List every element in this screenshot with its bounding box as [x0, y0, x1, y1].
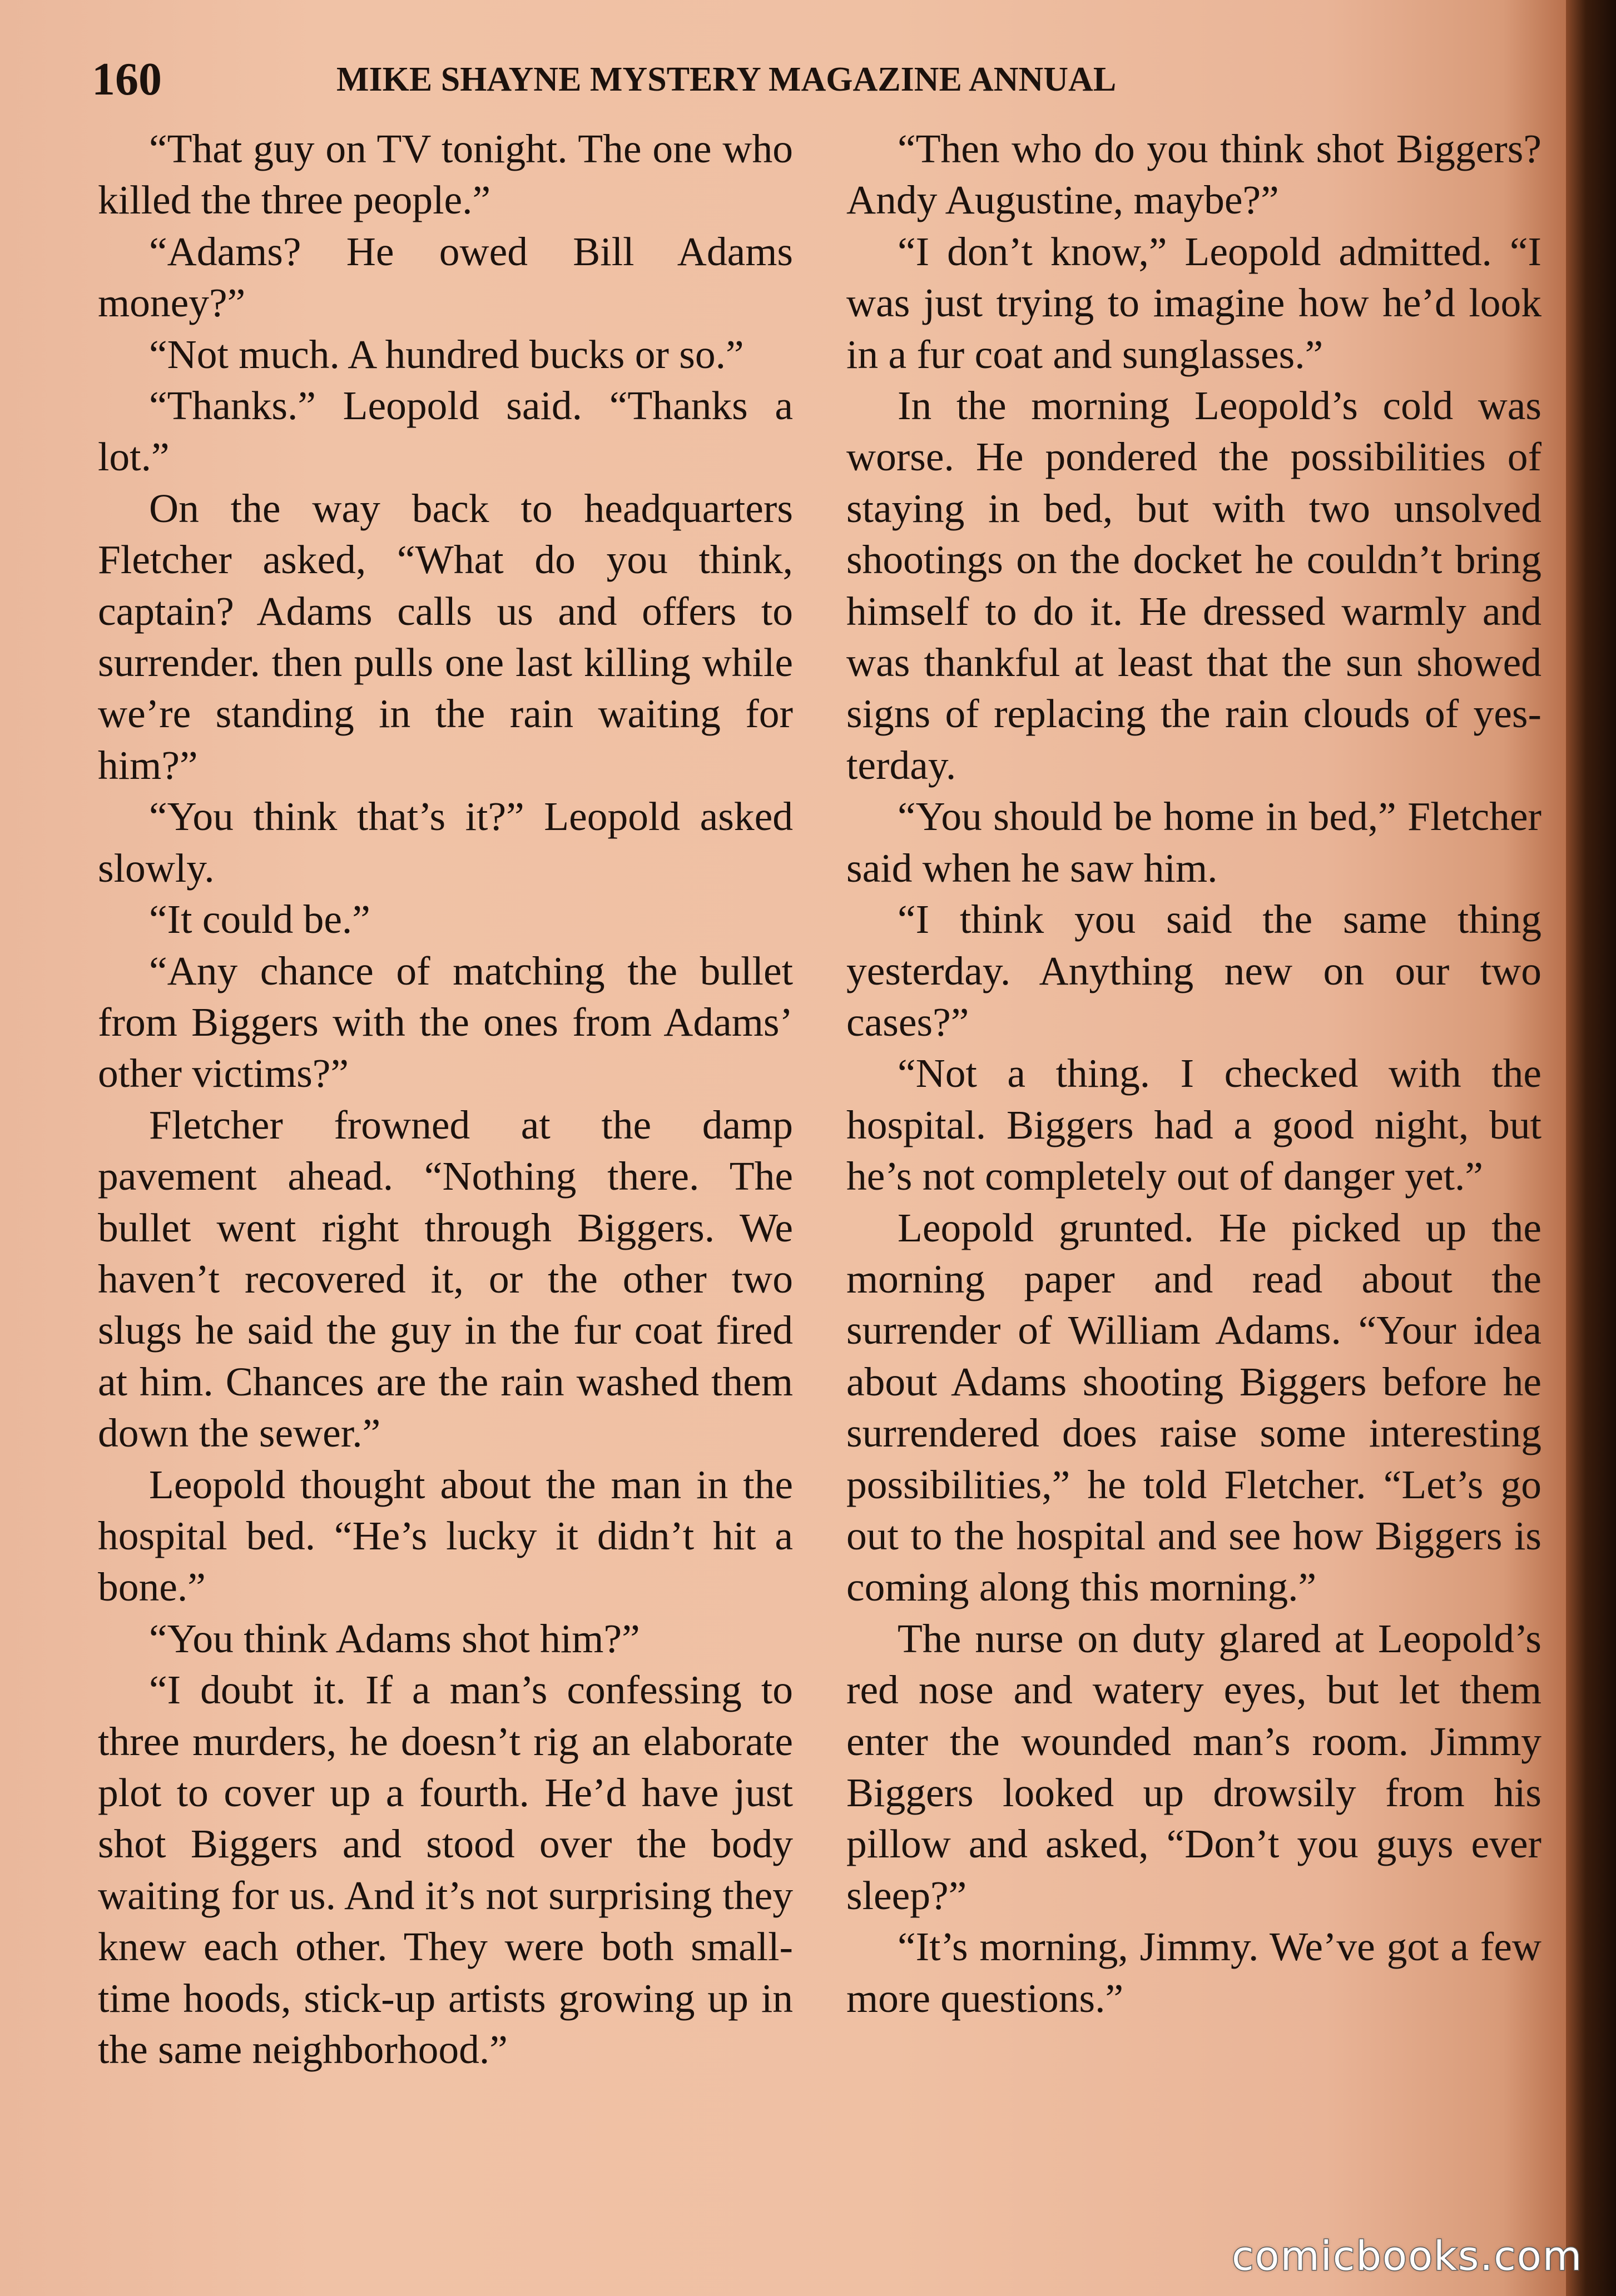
paragraph: “I don’t know,” Leopold admitted. “I was just trying to imagine how he’d look in a fur coat and sunglasses.”: [846, 228, 1541, 377]
paragraph: “Not a thing. I checked with the hospital. Biggers had a good night, but he’s not completely out of danger yet.”: [846, 1051, 1541, 1199]
paragraph: “Adams? He owed Bill Adams money?”: [98, 228, 793, 326]
paragraph: “You should be home in bed,” Fletcher said when he saw him.: [846, 794, 1541, 891]
paragraph: “That guy on TV tonight. The one who killed the three people.”: [98, 126, 793, 223]
page-edge-shadow: [1566, 0, 1616, 2296]
watermark: comicbooks.com: [1231, 2233, 1583, 2279]
paragraph: In the morning Leopold’s cold was worse. He pondered the possibilities of staying in bed, but with two unsolved shootings on the docket he couldn’t bring himself to do it. He dressed warmly and was thankful at least that the sun showed signs of replacing the rain clouds of yesterday.: [846, 383, 1541, 788]
paragraph: “I doubt it. If a man’s confessing to three murders, he doesn’t rig an elaborate plot to cover up a fourth. He’d have just shot Biggers and stood over the body waiting for us. And it’s not surprising they knew each other. They were both smalltime hoods, stick-up artists growing up in the same neighborhood.”: [98, 1667, 793, 2073]
paragraph: Leopold grunted. He picked up the morning paper and read about the surrender of William Adams. “Your idea about Adams shooting Biggers before he surrendered does raise some interesting possibilities,” he told Fletcher. “Let’s go out to the hospital and see how Biggers is coming along this morning.”: [846, 1205, 1541, 1610]
paragraph: “It could be.”: [149, 897, 370, 942]
paragraph: “You think Adams shot him?”: [149, 1616, 640, 1661]
paragraph: “Thanks.” Leopold said. “Thanks a lot.”: [98, 383, 793, 480]
paragraph: “Then who do you think shot Biggers? Andy Augustine, maybe?”: [846, 126, 1541, 223]
paragraph: “Any chance of matching the bullet from Biggers with the ones from Adams’ other victims?”: [98, 948, 793, 1096]
paragraph: On the way back to headquarters Fletcher asked, “What do you think, captain? Adams calls us and offers to surrender. then pulls one last killing while we’re standing in the rain waiting for him?”: [98, 485, 793, 788]
paragraph: Fletcher frowned at the damp pavement ahead. “Nothing there. The bullet went right through Biggers. We haven’t recovered it, or the other two slugs he said the guy in the fur coat fired at him. Chances are the rain washed them down the sewer.”: [98, 1102, 793, 1456]
right-column: [846, 123, 1541, 2024]
paragraph: The nurse on duty glared at Leopold’s red nose and watery eyes, but let them enter the wounded man’s room. Jimmy Biggers looked up drowsily from his pillow and asked, “Don’t you guys ever sleep?”: [846, 1616, 1541, 1918]
running-head: MIKE SHAYNE MYSTERY MAGAZINE ANNUAL: [336, 61, 1117, 98]
paragraph: “Not much. A hundred bucks or so.”: [149, 331, 744, 377]
page-number: 160: [92, 53, 162, 105]
paragraph: “You think that’s it?” Leopold asked slowly.: [98, 794, 793, 891]
paragraph: Leopold thought about the man in the hospital bed. “He’s lucky it didn’t hit a bone.”: [98, 1462, 793, 1610]
left-column: [98, 123, 793, 2075]
page-header: [92, 49, 1326, 110]
paragraph: “It’s morning, Jimmy. We’ve got a few more questions.”: [846, 1924, 1541, 2021]
paragraph: “I think you said the same thing yesterday. Anything new on our two cases?”: [846, 897, 1541, 1045]
